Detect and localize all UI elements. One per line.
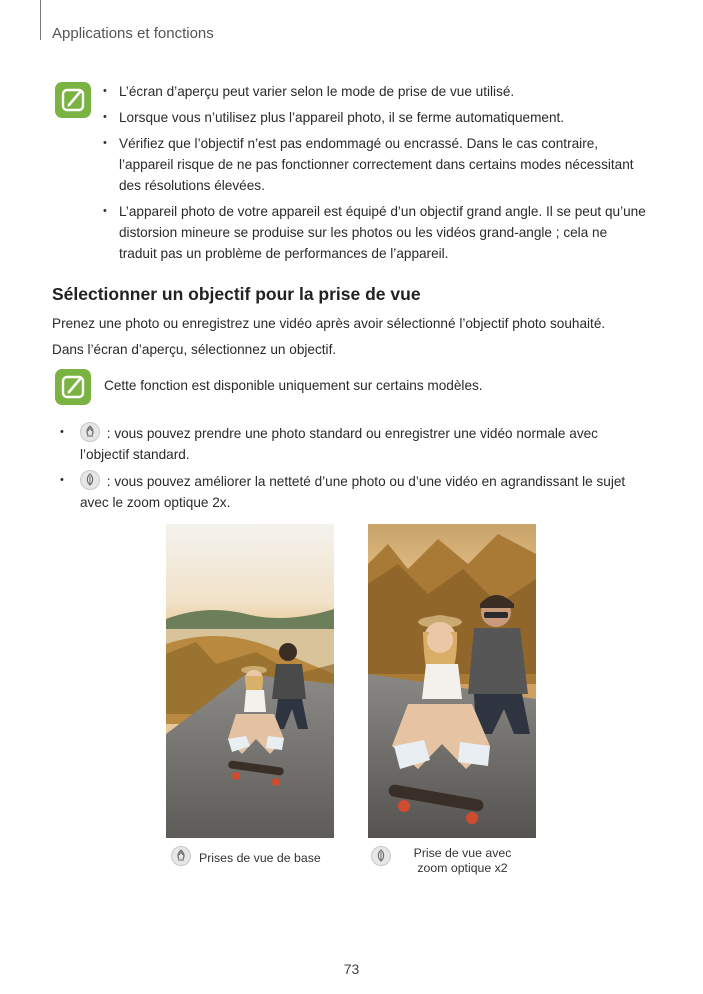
- lens-zoom-icon: [80, 470, 100, 490]
- note-bullet: • Lorsque vous n’utilisez plus l’appareil photo, il se ferme automatiquement.: [101, 107, 646, 128]
- intro-paragraph: Prenez une photo ou enregistrez une vidéo après avoir sélectionné l’objectif photo souhaité.: [52, 316, 606, 331]
- lens-option-text: : vous pouvez améliorer la netteté d’une photo ou d’une vidéo en agrandissant le sujet avec le zoom optique 2x.: [80, 474, 626, 510]
- lens-option-standard: • : vous pouvez prendre une photo standard ou enregistrer une vidéo normale avec l’objectif standard.: [60, 422, 650, 465]
- caption-text: Prises de vue de base: [199, 851, 321, 865]
- page-number: 73: [343, 961, 360, 977]
- note-bullet: • Vérifiez que l’objectif n’est pas endommagé ou encrassé. Dans le cas contraire, l’appareil risque de ne pas fonctionner correctement dans certains modes nécessitant des résolutions élevées.: [101, 133, 646, 196]
- lens-option-text: : vous pouvez prendre une photo standard ou enregistrer une vidéo normale avec l’objectif standard.: [80, 426, 598, 462]
- caption-zoom: [371, 846, 541, 876]
- section-title: Sélectionner un objectif pour la prise de vue: [52, 284, 421, 304]
- note-pencil-icon: [55, 369, 91, 405]
- photo-standard-view: [166, 524, 334, 838]
- note-bullet: • L’appareil photo de votre appareil est équipé d’un objectif grand angle. Il se peut qu’une distorsion mineure se produise sur les photos ou les vidéos grand-angle ; cela ne traduit pas un problème de performances de l’appareil.: [101, 201, 646, 264]
- lens-standard-icon: [80, 422, 100, 442]
- lens-option-zoom: • : vous pouvez améliorer la netteté d’une photo ou d’une vidéo en agrandissant le sujet avec le zoom optique 2x.: [60, 470, 650, 513]
- note-bullets: [101, 81, 646, 269]
- lens-standard-icon: [171, 846, 191, 866]
- note-pencil-icon: [55, 82, 91, 118]
- header-rule: [40, 0, 41, 40]
- model-availability-note: Cette fonction est disponible uniquement sur certains modèles.: [104, 378, 483, 393]
- caption-standard: [171, 846, 331, 866]
- caption-text: Prise de vue avec zoom optique x2: [413, 846, 512, 875]
- lens-options-list: [60, 422, 650, 518]
- photo-zoom-view: [368, 524, 536, 838]
- note-bullet: • L’écran d’aperçu peut varier selon le mode de prise de vue utilisé.: [101, 81, 646, 102]
- instruction-paragraph: Dans l’écran d’aperçu, sélectionnez un objectif.: [52, 342, 337, 357]
- header-title: Applications et fonctions: [52, 25, 214, 42]
- lens-zoom-icon: [371, 846, 391, 866]
